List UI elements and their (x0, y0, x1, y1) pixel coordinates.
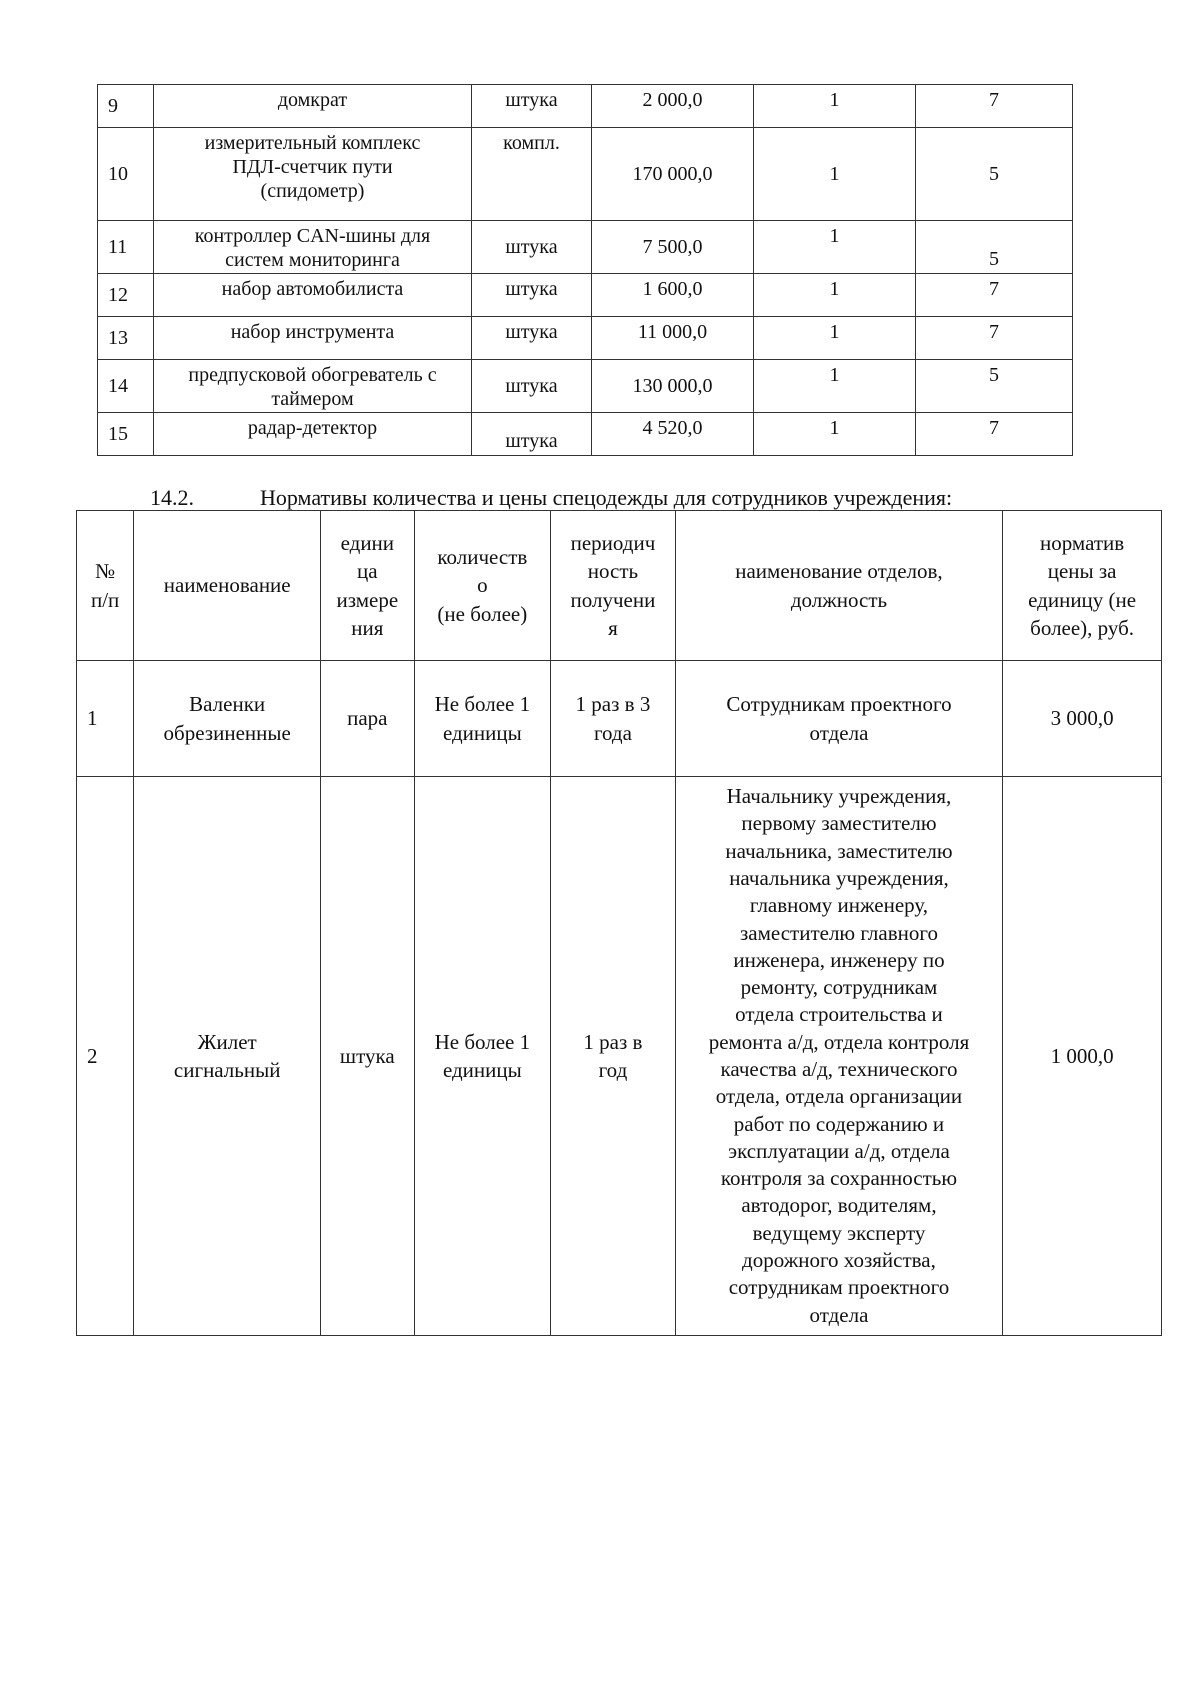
item-period: 5 (916, 360, 1073, 413)
row-number: 15 (98, 413, 154, 456)
section-number: 14.2. (150, 485, 194, 510)
table-row (98, 317, 1073, 360)
item-qty-line: единицы (442, 720, 522, 745)
item-price: 130 000,0 (592, 360, 754, 413)
item-name (154, 128, 472, 221)
row-number: 2 (77, 777, 134, 1336)
header-text: количеств (437, 544, 528, 569)
header-text: единицу (не (1028, 587, 1137, 612)
item-period (551, 777, 676, 1336)
item-period: 7 (916, 317, 1073, 360)
item-period-line: 1 раз в (583, 1029, 643, 1054)
header-text: п/п (90, 587, 120, 612)
item-name-line: (спидометр) (260, 180, 365, 202)
item-departments (675, 661, 1003, 777)
header-text: № (95, 559, 116, 584)
header-text: получени (570, 587, 656, 612)
item-qty: 1 (754, 128, 916, 221)
header-text: наименование отделов, (735, 559, 943, 584)
item-qty: 1 (754, 85, 916, 128)
item-unit: штука (472, 360, 592, 413)
header-qty (414, 511, 551, 661)
item-unit: компл. (472, 128, 592, 221)
header-text: более), руб. (1030, 615, 1135, 640)
item-period-line: года (593, 720, 632, 745)
header-text: измере (336, 587, 399, 612)
item-qty (414, 661, 551, 777)
item-name-line: Валенки (189, 692, 266, 717)
item-name-line: ПДЛ-счетчик пути (232, 156, 393, 178)
item-departments-line: автодорог, водителям, (741, 1193, 937, 1218)
item-price: 170 000,0 (592, 128, 754, 221)
item-departments-line: отдела (809, 1302, 869, 1327)
item-name-line: измерительный комплекс (204, 132, 421, 154)
item-departments-line: отдела (809, 720, 869, 745)
item-departments-line: первому заместителю (741, 811, 937, 836)
row-number: 9 (98, 85, 154, 128)
item-qty: 1 (754, 221, 916, 274)
header-text: едини (340, 530, 395, 555)
item-departments-line: качества а/д, технического (720, 1057, 958, 1081)
row-number: 12 (98, 274, 154, 317)
item-departments-line: отдела, отдела организации (715, 1084, 963, 1109)
item-name (154, 360, 472, 413)
item-departments (675, 777, 1003, 1336)
header-unit (321, 511, 414, 661)
header-departments (675, 511, 1003, 661)
table-row (98, 221, 1073, 274)
section-title: Нормативы количества и цены спецодежды для сотрудников учреждения: (260, 485, 953, 510)
table-row (98, 413, 1073, 456)
header-name: наименование (134, 511, 321, 661)
header-text: периодич (570, 530, 656, 555)
item-name: домкрат (154, 85, 472, 128)
item-period: 5 (916, 128, 1073, 221)
item-unit: штука (472, 317, 592, 360)
item-departments-line: главному инженеру, (749, 893, 929, 918)
item-price: 1 000,0 (1003, 777, 1162, 1336)
item-name (134, 777, 321, 1336)
item-name-line: систем мониторинга (225, 249, 400, 271)
item-period: 7 (916, 274, 1073, 317)
item-unit: штука (472, 413, 592, 456)
item-unit: штука (321, 777, 414, 1336)
item-name-line: предпусковой обогреватель с (188, 364, 437, 386)
item-name (154, 221, 472, 274)
header-text: ца (357, 559, 378, 584)
item-qty: 1 (754, 317, 916, 360)
item-qty-line: Не более 1 (434, 692, 531, 717)
item-qty: 1 (754, 413, 916, 456)
item-name: набор инструмента (154, 317, 472, 360)
equipment-table (97, 84, 1073, 456)
item-departments-line: отдела строительства и (735, 1002, 943, 1027)
table-row (77, 661, 1162, 777)
item-name (134, 661, 321, 777)
header-text: (не более) (437, 601, 528, 626)
header-text: ния (351, 615, 384, 640)
item-period-line: год (598, 1058, 628, 1082)
item-departments-line: ведущему эксперту (752, 1220, 926, 1245)
item-qty: 1 (754, 360, 916, 413)
item-departments-line: контроля за сохранностью (720, 1166, 958, 1191)
table-row (77, 777, 1162, 1336)
item-departments-line: эксплуатации а/д, отдела (728, 1138, 950, 1163)
item-departments-line: ремонта а/д, отдела контроля (708, 1029, 970, 1054)
item-period: 7 (916, 85, 1073, 128)
item-period: 5 (916, 221, 1073, 274)
item-price: 3 000,0 (1003, 661, 1162, 777)
header-price (1003, 511, 1162, 661)
item-period-line: 1 раз в 3 (575, 692, 651, 717)
table-row (98, 360, 1073, 413)
section-caption (150, 485, 952, 511)
header-text: норматив (1040, 530, 1125, 555)
row-number: 11 (98, 221, 154, 274)
item-departments-line: сотрудникам проектного (728, 1275, 950, 1300)
header-no (77, 511, 134, 661)
item-name-line: обрезиненные (163, 720, 291, 745)
item-price: 1 600,0 (592, 274, 754, 317)
item-qty (414, 777, 551, 1336)
item-period (551, 661, 676, 777)
item-unit: пара (321, 661, 414, 777)
item-unit: штука (472, 274, 592, 317)
item-name: набор автомобилиста (154, 274, 472, 317)
row-number: 14 (98, 360, 154, 413)
table-row (98, 128, 1073, 221)
item-name-line: сигнальный (173, 1058, 281, 1082)
item-price: 7 500,0 (592, 221, 754, 274)
row-number: 10 (98, 128, 154, 221)
item-name: радар-детектор (154, 413, 472, 456)
item-period: 7 (916, 413, 1073, 456)
item-name-line: контроллер CAN-шины для (194, 225, 431, 247)
item-departments-line: Начальнику учреждения, (726, 784, 952, 809)
item-departments-line: дорожного хозяйства, (742, 1248, 936, 1273)
item-departments-line: ремонту, сотрудникам (740, 975, 938, 1000)
row-number: 1 (77, 661, 134, 777)
item-price: 2 000,0 (592, 85, 754, 128)
header-text: цены за (1047, 559, 1117, 584)
item-price: 11 000,0 (592, 317, 754, 360)
item-name-line: Жилет (197, 1029, 257, 1054)
header-period (551, 511, 676, 661)
table-row (98, 274, 1073, 317)
header-text: я (608, 615, 618, 640)
item-unit: штука (472, 221, 592, 274)
item-departments-line: Сотрудникам проектного (726, 692, 952, 717)
header-text: ность (587, 559, 639, 584)
item-qty: 1 (754, 274, 916, 317)
item-departments-line: начальника, заместителю (725, 838, 953, 863)
item-qty-line: единицы (442, 1058, 522, 1082)
table-row (98, 85, 1073, 128)
item-qty-line: Не более 1 (434, 1029, 531, 1054)
header-text: о (477, 573, 488, 598)
row-number: 13 (98, 317, 154, 360)
header-text: должность (790, 587, 888, 612)
workwear-table (76, 510, 1162, 1336)
item-departments-line: заместителю главного (739, 920, 938, 945)
item-departments-line: начальника учреждения, (729, 865, 949, 890)
item-price: 4 520,0 (592, 413, 754, 456)
item-unit: штука (472, 85, 592, 128)
item-departments-line: работ по содержанию и (733, 1111, 945, 1136)
item-name-line: таймером (271, 388, 354, 410)
table-header-row (77, 511, 1162, 661)
item-departments-line: инженера, инженеру по (733, 947, 945, 972)
